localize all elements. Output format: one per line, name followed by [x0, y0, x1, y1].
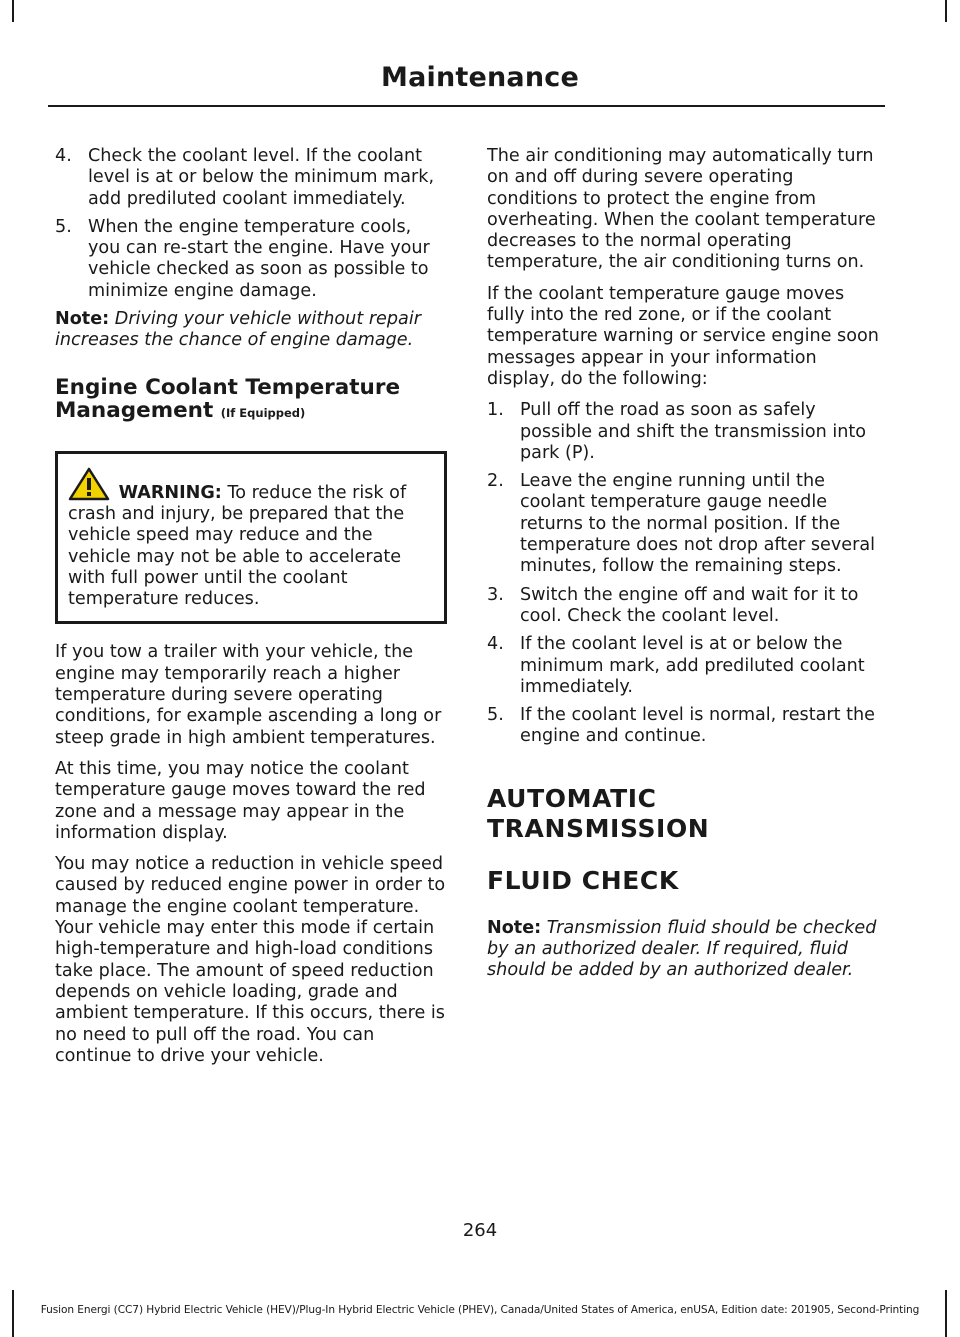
page-title: Maintenance [381, 62, 579, 93]
paragraph: The air conditioning may automatically turn on and off during severe operating conditions to protect the engine from overheating. When the coolant temperature decreases to the normal operating temperature, the air conditioning turns on. [487, 146, 876, 273]
list-item-text: When the engine temperature cools, you can re-start the engine. Have your vehicle checked as soon as possible to minimize engine damage. [88, 216, 430, 301]
warning-box [55, 451, 447, 625]
note-text: Transmission fluid should be checked by an authorized dealer. If required, fluid should be added by an authorized dealer. [487, 917, 877, 981]
list-item [55, 217, 447, 302]
warning-label: WARNING: [118, 482, 222, 503]
chapter-heading-line2: FLUID CHECK [487, 865, 679, 895]
list-item-number: 4. [487, 634, 504, 655]
paragraph: You may notice a reduction in vehicle speed caused by reduced engine power in order to manage the engine coolant temperature. Your vehicle may enter this mode if certain high-temperature and high-load conditions take place. The amount of speed reduction depends on vehicle loading, grade and ambient temperature. If this occurs, there is no need to pull off the road. You can continue to drive your vehicle. [55, 854, 446, 1066]
list-item-text: If the coolant level is normal, restart the engine and continue. [520, 705, 875, 747]
list-item-text: Pull off the road as soon as safely possible and shift the transmission into park (P). [520, 400, 867, 463]
note [487, 918, 879, 982]
note-text: Driving your vehicle without repair increases the chance of engine damage. [55, 309, 421, 351]
list-item-number: 5. [55, 216, 72, 237]
paragraph: If the coolant temperature gauge moves fully into the red zone, or if the coolant temperature warning or service engine soon messages appear in your information display, do the following: [487, 283, 879, 389]
chapter-heading-line1: AUTOMATIC TRANSMISSION [487, 783, 710, 843]
list-item-text: Switch the engine off and wait for it to cool. Check the coolant level. [520, 584, 859, 626]
right-column [487, 146, 879, 992]
section-heading [55, 376, 447, 425]
list-item [487, 705, 879, 748]
paragraph: If you tow a trailer with your vehicle, the engine may temporarily reach a higher temperature during severe operating conditions, for example ascending a long or steep grade in high ambient temperatures. [55, 642, 442, 748]
list-item-text: If the coolant level is at or below the minimum mark, add prediluted coolant immediately. [520, 634, 865, 697]
paragraph: At this time, you may notice the coolant temperature gauge moves toward the red zone and a message may appear in the information display. [55, 758, 426, 843]
chapter-heading [487, 784, 879, 896]
list-item-number: 3. [487, 584, 504, 605]
note [55, 309, 447, 352]
note-label: Note: [487, 917, 542, 938]
list-item [487, 400, 879, 464]
list-item [55, 146, 447, 210]
header-divider [48, 105, 885, 107]
section-heading-suffix: (If Equipped) [220, 405, 306, 420]
crop-mark-top-right [945, 0, 947, 22]
list-item-text: Check the coolant level. If the coolant level is at or below the minimum mark, add prediluted coolant immediately. [88, 146, 435, 209]
warning-triangle-icon [68, 467, 110, 501]
list-item-number: 2. [487, 471, 504, 492]
list-item-number: 1. [487, 400, 504, 421]
crop-mark-top-left [12, 0, 14, 22]
warning-text: To reduce the risk of crash and injury, be prepared that the vehicle speed may reduce and the vehicle may not be able to accelerate with full power until the coolant temperature reduces. [68, 482, 407, 610]
section-heading-text: Engine Coolant Temperature Management [55, 374, 401, 423]
list-item [487, 471, 879, 577]
list-item-number: 4. [55, 146, 72, 166]
footer-text: Fusion Energi (CC7) Hybrid Electric Vehicle (HEV)/Plug-In Hybrid Electric Vehicle (PHEV), Canada/United States of America, enUSA, Edition date: 201905, Second-Printing [40, 1304, 920, 1316]
list-item-text: Leave the engine running until the coolant temperature gauge needle returns to the normal position. If the temperature does not drop after several minutes, follow the remaining steps. [520, 471, 875, 577]
list-item [487, 585, 879, 628]
page-number: 264 [462, 1220, 498, 1241]
note-label: Note: [55, 309, 110, 330]
list-item [487, 634, 879, 698]
left-column [55, 146, 447, 1077]
list-item-number: 5. [487, 705, 504, 726]
